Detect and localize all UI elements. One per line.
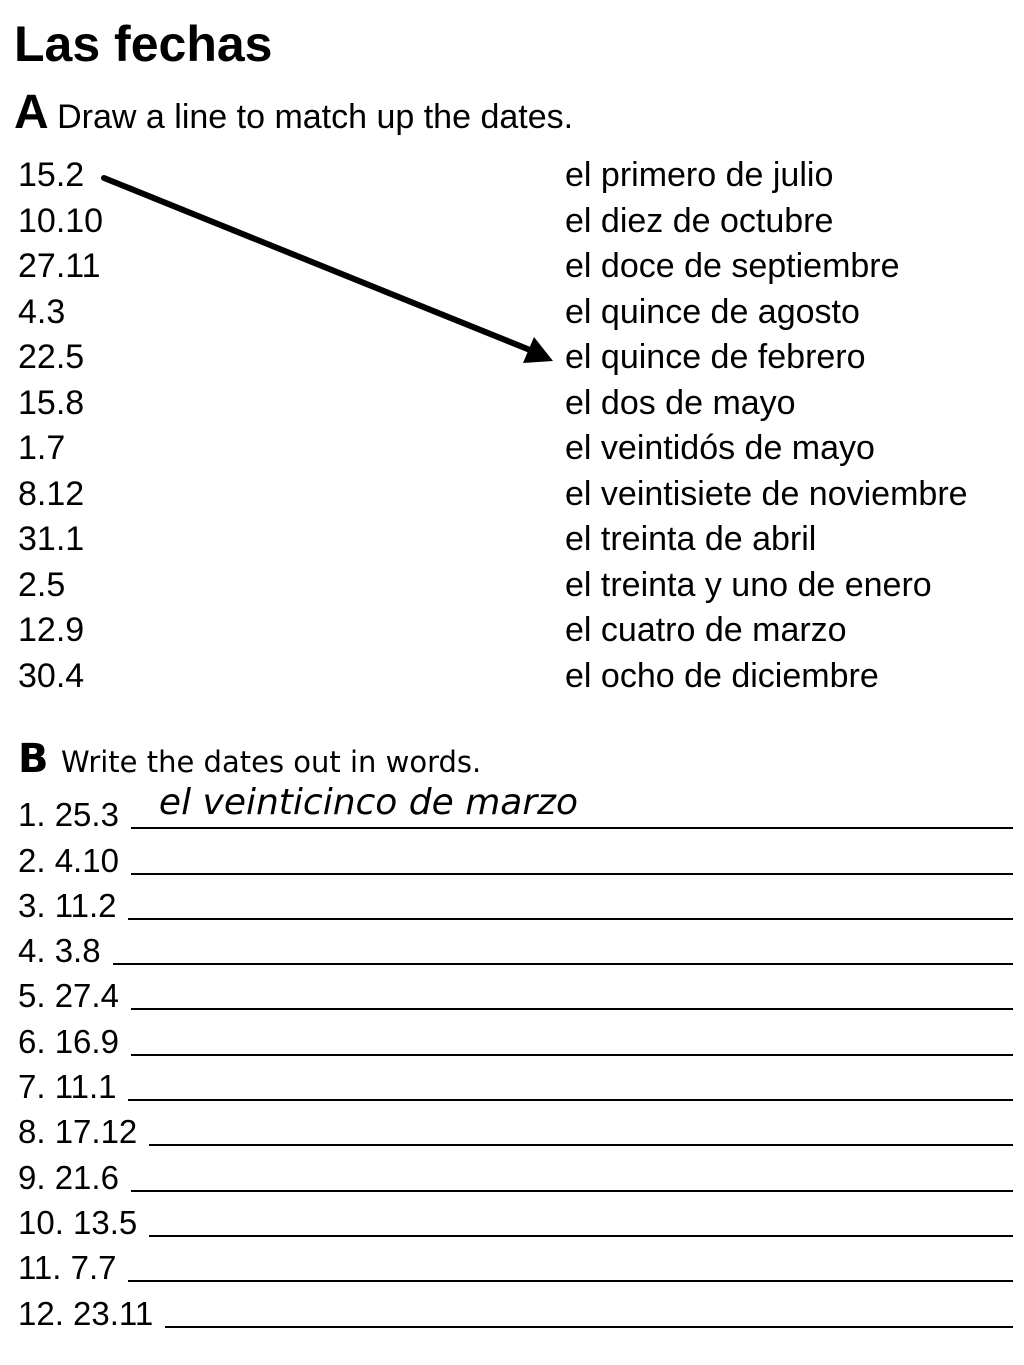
- answer-line[interactable]: [131, 835, 1013, 875]
- word-date[interactable]: el dos de mayo: [565, 383, 796, 422]
- numeric-date[interactable]: 10.10: [18, 201, 104, 240]
- exercise-prompt: 4. 3.8: [18, 932, 101, 970]
- exercise-item: [18, 881, 1013, 926]
- exercise-item: [18, 1243, 1013, 1288]
- section-b-instruction: Write the dates out in words.: [60, 745, 482, 779]
- numeric-date[interactable]: 2.5: [18, 565, 66, 604]
- word-date[interactable]: el quince de febrero: [565, 338, 866, 376]
- section-a-instruction: Draw a line to match up the dates.: [57, 98, 574, 136]
- handwritten-answer: el veinticinco de marzo: [158, 782, 579, 824]
- exercise-prompt: 11. 7.7: [18, 1249, 117, 1287]
- exercise-prompt: 2. 4.10: [18, 841, 119, 879]
- exercise-prompt: 1. 25.3: [18, 796, 119, 834]
- word-date[interactable]: el veintisiete de noviembre: [565, 474, 968, 513]
- exercise-item: [18, 782, 1013, 835]
- exercise-item: [18, 1107, 1013, 1152]
- answer-line[interactable]: [165, 1288, 1013, 1328]
- arrow-shaft: [104, 178, 530, 350]
- exercise-prompt: 7. 11.1: [18, 1068, 117, 1106]
- page-title: Las fechas: [14, 16, 273, 72]
- answer-line[interactable]: [128, 1242, 1013, 1282]
- exercise-item: [18, 835, 1013, 880]
- numeric-date[interactable]: 15.2: [18, 156, 85, 194]
- word-dates-column: [565, 153, 968, 699]
- answer-line[interactable]: [131, 782, 1013, 829]
- exercise-item: [18, 1198, 1013, 1243]
- exercise-item: [18, 1288, 1013, 1333]
- numeric-date[interactable]: 30.4: [18, 656, 85, 695]
- answer-line[interactable]: [149, 1106, 1013, 1146]
- numeric-date[interactable]: 22.5: [18, 338, 85, 376]
- word-date[interactable]: el treinta y uno de enero: [565, 565, 932, 604]
- section-a-letter: A: [14, 86, 49, 139]
- word-date[interactable]: el primero de julio: [565, 156, 834, 194]
- word-date[interactable]: el treinta de abril: [565, 520, 817, 558]
- answer-line[interactable]: [128, 880, 1013, 920]
- numeric-date[interactable]: 15.8: [18, 383, 85, 422]
- numeric-date[interactable]: 31.1: [18, 520, 85, 558]
- exercise-prompt: 9. 21.6: [18, 1158, 119, 1196]
- answer-line[interactable]: [131, 970, 1013, 1010]
- numeric-date[interactable]: 27.11: [18, 247, 101, 285]
- word-date[interactable]: el quince de agosto: [565, 292, 860, 331]
- arrow-head-icon: [523, 337, 553, 363]
- exercise-prompt: 10. 13.5: [18, 1203, 138, 1241]
- exercise-item: [18, 1016, 1013, 1061]
- answer-line[interactable]: [131, 1152, 1013, 1192]
- exercise-prompt: 6. 16.9: [18, 1022, 119, 1060]
- answer-line[interactable]: [128, 1061, 1013, 1101]
- section-a-heading: [14, 85, 573, 141]
- exercise-item: [18, 1152, 1013, 1197]
- numeric-dates-column: [18, 153, 103, 699]
- numeric-date[interactable]: 1.7: [18, 429, 66, 467]
- word-date[interactable]: el ocho de diciembre: [565, 656, 879, 695]
- word-date[interactable]: el cuatro de marzo: [565, 611, 847, 649]
- answer-line[interactable]: [131, 1016, 1013, 1056]
- answer-line[interactable]: [113, 925, 1013, 965]
- word-date[interactable]: el doce de septiembre: [565, 247, 900, 285]
- exercise-item: [18, 971, 1013, 1016]
- exercise-item: [18, 926, 1013, 971]
- exercise-prompt: 3. 11.2: [18, 886, 117, 924]
- numeric-date[interactable]: 12.9: [18, 611, 85, 649]
- write-out-exercise-list: [18, 782, 1013, 1334]
- answer-line[interactable]: [149, 1197, 1013, 1237]
- exercise-prompt: 12. 23.11: [18, 1294, 154, 1332]
- numeric-date[interactable]: 8.12: [18, 474, 85, 513]
- exercise-prompt: 8. 17.12: [18, 1113, 138, 1151]
- exercise-item: [18, 1062, 1013, 1107]
- word-date[interactable]: el veintidós de mayo: [565, 429, 875, 467]
- section-b-letter: B: [18, 736, 49, 782]
- word-date[interactable]: el diez de octubre: [565, 201, 834, 240]
- numeric-date[interactable]: 4.3: [18, 292, 66, 331]
- section-b-heading: [18, 733, 481, 785]
- exercise-prompt: 5. 27.4: [18, 977, 119, 1015]
